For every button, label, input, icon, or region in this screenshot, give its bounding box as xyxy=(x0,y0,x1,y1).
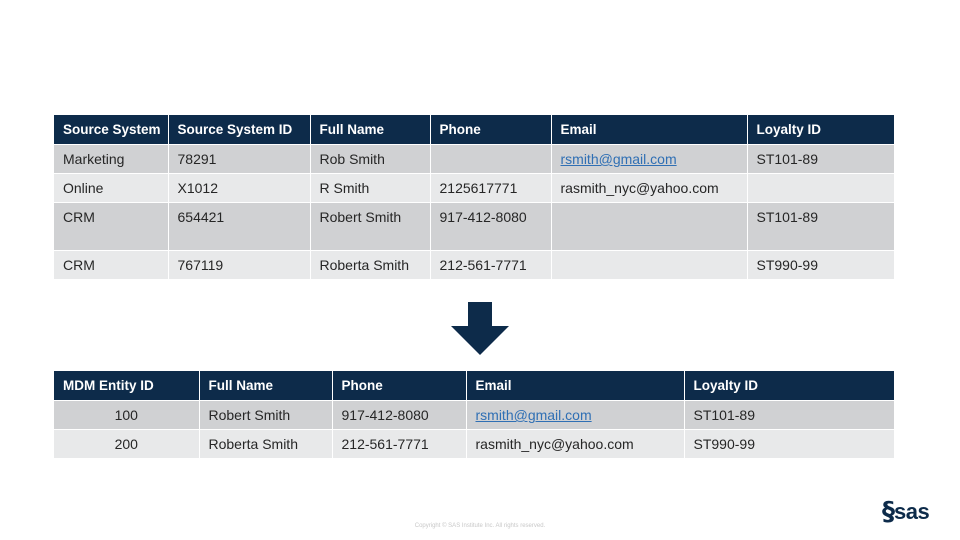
table-cell xyxy=(310,251,430,280)
email-link[interactable]: rsmith@gmail.com xyxy=(560,151,677,167)
column-header-source-system-id: Source System ID xyxy=(168,115,310,145)
table-row xyxy=(54,401,894,430)
table-cell xyxy=(466,430,684,459)
column-header-email: Email xyxy=(551,115,747,145)
cell-text: 212-561-7771 xyxy=(341,436,429,452)
cell-text: ST101-89 xyxy=(756,209,818,225)
cell-text: Robert Smith xyxy=(319,209,402,225)
cell-text: ST101-89 xyxy=(693,407,755,423)
column-header-email: Email xyxy=(466,371,684,401)
table-row xyxy=(54,251,894,280)
table-cell xyxy=(168,174,310,203)
table-cell xyxy=(54,203,168,251)
cell-text: 917-412-8080 xyxy=(341,407,429,423)
table-cell xyxy=(199,430,332,459)
source-records-table xyxy=(54,115,894,280)
table-cell xyxy=(684,430,894,459)
cell-text: 200 xyxy=(114,436,138,452)
column-header-full-name: Full Name xyxy=(199,371,332,401)
cell-text: 917-412-8080 xyxy=(439,209,527,225)
cell-text: CRM xyxy=(63,257,95,273)
cell-text: Robert Smith xyxy=(208,407,291,423)
cell-text: CRM xyxy=(63,209,95,225)
table-cell xyxy=(54,251,168,280)
cell-text: 212-561-7771 xyxy=(439,257,527,273)
cell-text xyxy=(561,203,738,209)
table-cell xyxy=(551,251,747,280)
cell-text: ST990-99 xyxy=(756,257,818,273)
cell-text: ST101-89 xyxy=(756,151,818,167)
table-cell xyxy=(168,145,310,174)
cell-text: Roberta Smith xyxy=(319,257,409,273)
cell-text: 654421 xyxy=(177,209,225,225)
cell-text: Roberta Smith xyxy=(208,436,298,452)
table-cell xyxy=(684,401,894,430)
cell-text: 100 xyxy=(114,407,138,423)
column-header-loyalty-id: Loyalty ID xyxy=(684,371,894,401)
table-cell xyxy=(54,145,168,174)
table-cell xyxy=(310,145,430,174)
down-arrow-icon xyxy=(451,302,509,355)
table-cell xyxy=(747,203,894,251)
table-cell xyxy=(54,430,199,459)
column-header-source-system: Source System xyxy=(54,115,168,145)
table-cell xyxy=(310,174,430,203)
table-cell xyxy=(310,203,430,251)
table-cell xyxy=(466,401,684,430)
table-row xyxy=(54,174,894,203)
cell-text xyxy=(561,251,738,257)
table-header-row xyxy=(54,115,894,145)
sas-logo xyxy=(882,497,929,527)
column-header-mdm-entity-id: MDM Entity ID xyxy=(54,371,199,401)
cell-text: 2125617771 xyxy=(439,180,518,196)
copyright-text: Copyright © SAS Institute Inc. All rights reserved. xyxy=(414,523,546,529)
mdm-golden-records-table xyxy=(54,371,894,459)
cell-text: Rob Smith xyxy=(319,151,385,167)
table-cell xyxy=(332,430,466,459)
cell-text: Marketing xyxy=(63,151,125,167)
cell-text: 78291 xyxy=(177,151,217,167)
table-cell xyxy=(747,145,894,174)
cell-text xyxy=(757,174,886,180)
table-cell xyxy=(551,203,747,251)
table-cell xyxy=(168,251,310,280)
table-cell xyxy=(54,174,168,203)
table-row xyxy=(54,145,894,174)
table-cell xyxy=(430,203,551,251)
table-cell xyxy=(551,145,747,174)
table-row xyxy=(54,430,894,459)
email-link[interactable]: rsmith@gmail.com xyxy=(475,407,592,423)
cell-text: rasmith_nyc@yahoo.com xyxy=(560,180,719,196)
sas-logo-icon: § xyxy=(882,497,895,527)
column-header-phone: Phone xyxy=(430,115,551,145)
sas-logo-text: sas xyxy=(894,499,930,524)
table-cell xyxy=(168,203,310,251)
cell-text: X1012 xyxy=(177,180,218,196)
table-cell xyxy=(551,174,747,203)
column-header-loyalty-id: Loyalty ID xyxy=(747,115,894,145)
cell-text: Online xyxy=(63,180,104,196)
cell-text: R Smith xyxy=(319,180,370,196)
cell-text: ST990-99 xyxy=(693,436,755,452)
table-cell xyxy=(747,174,894,203)
cell-text: 767119 xyxy=(177,257,224,273)
table-row xyxy=(54,203,894,251)
cell-text: rasmith_nyc@yahoo.com xyxy=(475,436,634,452)
table-cell xyxy=(54,401,199,430)
table-cell xyxy=(199,401,332,430)
column-header-full-name: Full Name xyxy=(310,115,430,145)
cell-text xyxy=(440,145,542,151)
table-header-row xyxy=(54,371,894,401)
column-header-phone: Phone xyxy=(332,371,466,401)
table-cell xyxy=(747,251,894,280)
table-cell xyxy=(430,145,551,174)
table-cell xyxy=(430,251,551,280)
table-cell xyxy=(332,401,466,430)
table-cell xyxy=(430,174,551,203)
